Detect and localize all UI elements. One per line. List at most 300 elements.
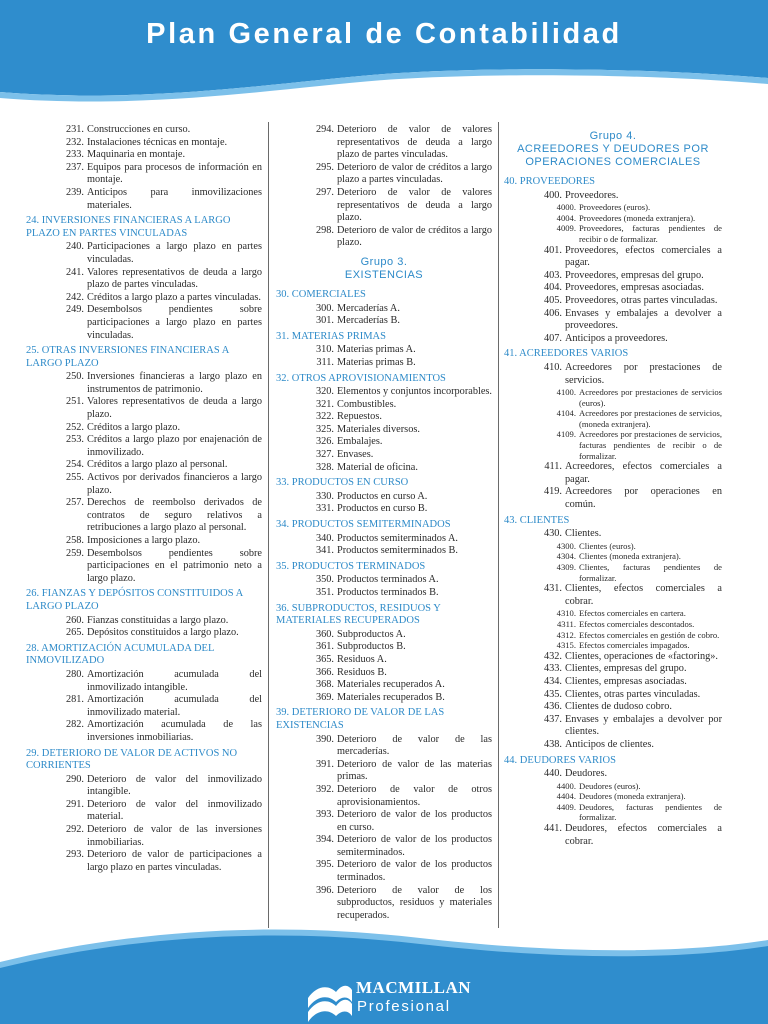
account-name: Acreedores por prestaciones de servicios. <box>565 361 722 386</box>
account-name: Productos semiterminados A. <box>337 532 458 544</box>
account-name: Materiales recuperados A. <box>337 679 445 691</box>
account-item <box>276 784 492 809</box>
account-code: 403. <box>543 269 562 281</box>
account-name: Acreedores por prestaciones de servicios, (moneda extranjera). <box>579 408 722 429</box>
account-name: Deudores. <box>565 768 608 780</box>
account-name: Materias primas A. <box>337 344 416 356</box>
account-code: 233. <box>65 149 84 161</box>
subgroup-heading: 34. PRODUCTOS SEMITERMINADOS <box>276 519 451 531</box>
account-name: Derechos de reembolso derivados de contratos de seguro relativos a retribuciones a largo plazo al personal. <box>87 497 262 534</box>
account-code: 360. <box>315 628 334 640</box>
column-3 <box>504 124 722 848</box>
account-code: 237. <box>65 161 84 173</box>
subaccount-item <box>504 608 722 619</box>
account-name: Instalaciones técnicas en montaje. <box>87 136 228 148</box>
account-item <box>504 486 722 511</box>
account-item <box>276 315 492 328</box>
account-name: Deterioro de valor de participaciones a largo plazo en partes vinculadas. <box>87 849 262 873</box>
subgroup-heading: 32. OTROS APROVISIONAMIENTOS <box>276 372 446 384</box>
account-code: 330. <box>315 490 334 502</box>
account-item <box>504 333 722 346</box>
account-name: Equipos para procesos de información en montaje. <box>87 161 262 186</box>
account-code: 395. <box>315 859 334 871</box>
account-code: 282. <box>65 719 84 731</box>
account-item <box>504 701 722 714</box>
subaccount-item <box>504 619 722 630</box>
account-item <box>504 308 722 333</box>
account-item <box>26 422 262 435</box>
account-code: 406. <box>543 307 562 319</box>
account-item <box>504 676 722 689</box>
account-code: 250. <box>65 371 84 383</box>
account-name: Clientes (moneda extranjera). <box>579 551 681 562</box>
account-name: Deterioro de valor de las materias primas. <box>337 758 492 783</box>
subaccount-item <box>504 791 722 802</box>
subgroup-heading: 36. SUBPRODUCTOS, RESIDUOS Y MATERIALES RECUPERADOS <box>276 602 441 627</box>
account-item <box>276 574 492 587</box>
account-name: Amortización acumulada del inmovilizado material. <box>87 694 262 718</box>
account-name: Efectos comerciales descontados. <box>579 618 695 629</box>
account-name: Deterioro de valor de créditos a largo plazo. <box>337 224 492 249</box>
account-item <box>26 472 262 497</box>
subaccount-item <box>504 541 722 552</box>
account-name: Acreedores por operaciones en común. <box>565 486 722 511</box>
account-name: Clientes, facturas pendientes de formalizar. <box>579 562 722 583</box>
subgroup-heading: 35. PRODUCTOS TERMINADOS <box>276 560 426 572</box>
account-item <box>276 303 492 316</box>
account-code: 368. <box>315 679 334 691</box>
account-code: 4311. <box>556 618 576 629</box>
account-name: Créditos a largo plazo por enajenación de inmovilizado. <box>87 434 262 458</box>
account-name: Proveedores (euros). <box>579 202 651 213</box>
account-item <box>26 799 262 824</box>
account-name: Proveedores, efectos comerciales a pagar. <box>565 244 722 269</box>
account-code: 4310. <box>556 608 576 619</box>
subgroup-heading: 40. PROVEEDORES <box>504 176 596 187</box>
account-code: 259. <box>65 547 84 559</box>
account-name: Elementos y conjuntos incorporables. <box>337 386 492 398</box>
account-item <box>26 371 262 396</box>
subaccount-item <box>504 551 722 562</box>
account-code: 293. <box>65 849 84 861</box>
account-code: 251. <box>65 396 84 408</box>
account-item <box>276 641 492 654</box>
account-name: Deterioro de valor de las inversiones inmobiliarias. <box>87 824 262 848</box>
account-name: Repuestos. <box>337 411 382 423</box>
header-wave-band <box>0 0 768 110</box>
account-name: Anticipos para inmovilizaciones materiales. <box>87 186 262 211</box>
account-item <box>276 503 492 516</box>
account-name: Subproductos A. <box>337 628 406 640</box>
group-heading-line: Grupo 3. <box>360 255 408 268</box>
account-item <box>276 692 492 705</box>
subaccount-item <box>504 408 722 429</box>
account-name: Clientes, empresas del grupo. <box>565 663 687 675</box>
account-code: 311. <box>316 356 334 368</box>
subgroup-heading: 26. FIANZAS Y DEPÓSITOS CONSTITUIDOS A LARGO PLAZO <box>26 588 243 612</box>
account-name: Imposiciones a largo plazo. <box>87 535 201 546</box>
account-name: Clientes. <box>565 528 602 540</box>
subgroup-heading: 44. DEUDORES VARIOS <box>504 754 616 766</box>
account-code: 297. <box>315 186 334 198</box>
account-code: 242. <box>65 291 84 303</box>
account-code: 327. <box>315 449 334 461</box>
account-code: 257. <box>65 497 84 509</box>
account-item <box>276 162 492 187</box>
account-name: Materiales diversos. <box>337 423 420 435</box>
account-name: Acreedores, efectos comerciales a pagar. <box>565 461 722 485</box>
account-code: 440. <box>543 768 562 780</box>
account-code: 280. <box>65 668 84 680</box>
account-item <box>276 424 492 437</box>
account-name: Valores representativos de deuda a largo plazo de partes vinculadas. <box>87 266 262 291</box>
account-code: 292. <box>65 824 84 836</box>
account-item <box>26 304 262 342</box>
account-item <box>504 461 722 486</box>
account-item <box>504 714 722 739</box>
account-code: 431. <box>543 583 562 595</box>
account-name: Deterioro de valor de valores representativos de deuda a largo plazo. <box>337 186 492 224</box>
account-name: Deterioro de valor de valores representativos de deuda a largo plazo de partes vinculadas. <box>337 124 492 161</box>
account-code: 4004. <box>556 212 576 223</box>
account-item <box>276 462 492 475</box>
account-name: Construcciones en curso. <box>87 124 191 135</box>
account-name: Deudores, facturas pendientes de formalizar. <box>579 801 722 823</box>
account-item <box>26 162 262 187</box>
account-item <box>26 124 262 137</box>
account-code: 404. <box>543 282 562 294</box>
account-code: 260. <box>65 614 84 626</box>
account-code: 4100. <box>556 387 576 398</box>
account-item <box>26 719 262 744</box>
account-item <box>504 270 722 283</box>
account-name: Deterioro de valor de los productos semiterminados. <box>337 834 492 858</box>
account-name: Acreedores por prestaciones de servicios (euros). <box>579 387 722 408</box>
account-name: Efectos comerciales impagados. <box>579 640 690 651</box>
account-code: 4009. <box>556 223 576 234</box>
subaccount-item <box>504 630 722 641</box>
account-item <box>26 434 262 459</box>
account-item <box>26 615 262 628</box>
account-item <box>26 627 262 640</box>
account-code: 369. <box>315 691 334 703</box>
subgroup-heading: 25. OTRAS INVERSIONES FINANCIERAS A LARGO PLAZO <box>26 345 229 369</box>
account-code: 4104. <box>556 408 576 419</box>
account-code: 253. <box>65 434 84 446</box>
account-code: 419. <box>543 486 562 498</box>
account-item <box>26 267 262 292</box>
account-name: Depósitos constituidos a largo plazo. <box>87 627 239 639</box>
account-code: 290. <box>65 773 84 785</box>
account-name: Productos en curso A. <box>337 490 428 502</box>
subaccount-item <box>504 781 722 792</box>
account-name: Combustibles. <box>337 398 397 410</box>
account-name: Participaciones a largo plazo en partes vinculadas. <box>87 241 262 265</box>
account-name: Mercaderías A. <box>337 302 400 314</box>
account-name: Acreedores por prestaciones de servicios, facturas pendientes de recibir o de formalizar. <box>579 429 722 461</box>
account-code: 281. <box>65 694 84 706</box>
account-item <box>276 834 492 859</box>
account-name: Clientes (euros). <box>579 540 636 551</box>
group-heading-line: OPERACIONES COMERCIALES <box>525 156 701 168</box>
account-item <box>276 399 492 412</box>
account-item <box>504 823 722 848</box>
account-name: Clientes, otras partes vinculadas. <box>565 688 701 700</box>
account-name: Deterioro de valor del inmovilizado intangible. <box>87 773 262 798</box>
account-name: Proveedores. <box>565 189 619 201</box>
account-code: 232. <box>65 136 84 148</box>
account-code: 320. <box>315 386 334 398</box>
page-title: Plan General de Contabilidad <box>146 18 622 50</box>
account-item <box>504 282 722 295</box>
account-code: 258. <box>65 535 84 546</box>
account-name: Residuos B. <box>337 666 387 678</box>
account-code: 328. <box>315 461 334 473</box>
account-name: Desembolsos pendientes sobre participaciones en el patrimonio neto a largo plazo. <box>87 547 262 584</box>
account-code: 331. <box>315 503 334 515</box>
account-name: Fianzas constituidas a largo plazo. <box>87 614 229 626</box>
account-name: Activos por derivados financieros a largo plazo. <box>87 472 262 496</box>
account-item <box>26 137 262 150</box>
account-code: 361. <box>315 641 334 653</box>
account-code: 435. <box>543 688 562 700</box>
account-code: 4300. <box>556 540 576 551</box>
account-item <box>26 774 262 799</box>
account-item <box>276 679 492 692</box>
subgroup-heading: 33. PRODUCTOS EN CURSO <box>276 477 409 489</box>
subaccount-item <box>504 387 722 408</box>
account-name: Material de oficina. <box>337 461 418 473</box>
account-code: 294. <box>315 124 334 135</box>
subgroup-heading: 43. CLIENTES <box>504 514 570 526</box>
account-name: Deterioro de valor de otros aprovisionamientos. <box>337 783 492 808</box>
account-code: 401. <box>543 244 562 256</box>
subaccount-item <box>504 802 722 823</box>
account-code: 4404. <box>556 791 576 802</box>
account-name: Valores representativos de deuda a largo plazo. <box>87 396 262 421</box>
subaccount-item <box>504 223 722 244</box>
subgroup-heading: 30. COMERCIALES <box>276 288 366 300</box>
account-name: Deudores (moneda extranjera). <box>579 791 686 802</box>
account-name: Créditos a largo plazo al personal. <box>87 459 228 471</box>
account-item <box>26 459 262 472</box>
account-item <box>26 824 262 849</box>
account-code: 430. <box>543 528 562 540</box>
account-item <box>276 386 492 399</box>
account-name: Créditos a largo plazo. <box>87 421 181 433</box>
account-name: Inversiones financieras a largo plazo en instrumentos de patrimonio. <box>87 371 262 395</box>
account-name: Embalajes. <box>337 436 383 448</box>
account-name: Desembolsos pendientes sobre participaciones a largo plazo en partes vinculadas. <box>87 304 262 341</box>
account-name: Productos en curso B. <box>337 503 428 515</box>
account-code: 341. <box>315 545 334 557</box>
account-item <box>26 497 262 535</box>
account-code: 300. <box>315 302 334 314</box>
subaccount-item <box>504 562 722 583</box>
account-item <box>276 436 492 449</box>
account-code: 410. <box>543 361 562 373</box>
group-heading-line: ACREEDORES Y DEUDORES POR <box>517 143 709 155</box>
account-code: 438. <box>543 738 562 750</box>
account-name: Clientes, operaciones de «factoring». <box>565 650 718 662</box>
group-heading <box>276 256 492 282</box>
account-code: 405. <box>543 294 562 306</box>
account-code: 396. <box>315 884 334 896</box>
account-item <box>26 694 262 719</box>
account-name: Materias primas B. <box>337 356 416 368</box>
account-name: Deterioro de valor de los subproductos, residuos y materiales recuperados. <box>337 884 492 921</box>
account-code: 231. <box>65 124 84 135</box>
account-code: 4312. <box>556 629 576 640</box>
account-code: 310. <box>315 344 334 356</box>
account-code: 291. <box>65 798 84 810</box>
account-name: Productos semiterminados B. <box>337 545 458 557</box>
account-item <box>276 654 492 667</box>
account-item <box>26 849 262 874</box>
account-code: 301. <box>315 315 334 327</box>
account-code: 350. <box>315 574 334 586</box>
account-name: Deterioro de valor de créditos a largo plazo a partes vinculadas. <box>337 161 492 186</box>
account-code: 434. <box>543 675 562 687</box>
group-heading-line: Grupo 4. <box>589 130 637 142</box>
account-name: Clientes, empresas asociadas. <box>565 675 687 687</box>
account-item <box>276 885 492 923</box>
account-item <box>26 548 262 586</box>
subgroup-heading: 28. AMORTIZACIÓN ACUMULADA DEL INMOVILIZADO <box>26 642 214 667</box>
account-name: Efectos comerciales en gestión de cobro. <box>579 629 720 640</box>
account-code: 249. <box>65 304 84 316</box>
account-code: 436. <box>543 701 562 713</box>
account-item <box>26 187 262 212</box>
account-code: 441. <box>543 823 562 835</box>
account-item <box>504 362 722 387</box>
account-item <box>504 663 722 676</box>
account-code: 437. <box>543 713 562 725</box>
account-name: Amortización acumulada de las inversiones inmobiliarias. <box>87 719 262 743</box>
account-code: 4315. <box>556 640 576 651</box>
account-item <box>26 535 262 548</box>
subaccount-item <box>504 202 722 213</box>
account-code: 4109. <box>556 429 576 440</box>
account-code: 298. <box>315 224 334 236</box>
account-name: Deterioro de valor del inmovilizado material. <box>87 798 262 823</box>
account-code: 411. <box>544 461 562 473</box>
account-item <box>504 528 722 541</box>
account-code: 365. <box>315 653 334 665</box>
account-code: 240. <box>65 241 84 253</box>
account-name: Deudores, efectos comerciales a cobrar. <box>565 823 722 847</box>
account-name: Proveedores (moneda extranjera). <box>579 212 696 223</box>
account-code: 4409. <box>556 801 576 812</box>
account-item <box>504 651 722 664</box>
account-code: 295. <box>315 161 334 173</box>
subgroup-heading: 29. DETERIORO DE VALOR DE ACTIVOS NO CORRIENTES <box>26 747 238 772</box>
account-name: Subproductos B. <box>337 641 406 653</box>
subaccount-item <box>504 213 722 224</box>
subaccount-item <box>504 429 722 461</box>
account-item <box>276 629 492 642</box>
account-code: 390. <box>315 733 334 745</box>
account-item <box>26 292 262 305</box>
account-item <box>276 449 492 462</box>
account-name: Envases y embalajes a devolver por clientes. <box>565 713 722 738</box>
group-heading-line: EXISTENCIAS <box>344 268 424 281</box>
account-name: Deudores (euros). <box>579 780 641 791</box>
account-code: 322. <box>315 411 334 423</box>
group-heading <box>504 130 722 169</box>
account-code: 4304. <box>556 551 576 562</box>
account-name: Proveedores, facturas pendientes de recibir o de formalizar. <box>579 223 722 244</box>
account-name: Residuos A. <box>337 653 387 665</box>
account-name: Clientes de dudoso cobro. <box>565 701 672 713</box>
account-code: 265. <box>65 627 84 639</box>
account-code: 391. <box>315 758 334 770</box>
account-item <box>276 759 492 784</box>
account-code: 400. <box>543 189 562 201</box>
column-divider <box>498 122 499 928</box>
account-item <box>504 768 722 781</box>
account-item <box>26 149 262 162</box>
account-item <box>276 533 492 546</box>
account-item <box>26 241 262 266</box>
account-name: Créditos a largo plazo a partes vinculadas. <box>87 291 261 303</box>
account-name: Anticipos a proveedores. <box>565 332 668 344</box>
account-item <box>276 357 492 370</box>
account-item <box>504 245 722 270</box>
account-name: Productos terminados B. <box>337 587 439 598</box>
account-name: Proveedores, empresas del grupo. <box>565 269 704 281</box>
account-code: 239. <box>65 186 84 198</box>
column-1 <box>26 124 262 874</box>
account-item <box>276 734 492 759</box>
account-name: Anticipos de clientes. <box>565 738 654 750</box>
account-name: Productos terminados A. <box>337 574 439 586</box>
account-item <box>276 587 492 600</box>
account-name: Envases y embalajes a devolver a proveedores. <box>565 307 722 332</box>
account-item <box>504 190 722 203</box>
account-item <box>504 583 722 608</box>
account-name: Envases. <box>337 449 374 461</box>
account-code: 366. <box>315 666 334 678</box>
account-code: 325. <box>315 423 334 435</box>
subgroup-heading: 24. INVERSIONES FINANCIERAS A LARGO PLAZO EN PARTES VINCULADAS <box>26 215 231 239</box>
account-item <box>276 545 492 558</box>
account-name: Deterioro de valor de las mercaderías. <box>337 733 492 758</box>
account-item <box>504 295 722 308</box>
account-code: 4000. <box>556 202 576 213</box>
account-code: 351. <box>315 587 334 598</box>
account-code: 392. <box>315 783 334 795</box>
account-code: 254. <box>65 459 84 471</box>
account-code: 433. <box>543 663 562 675</box>
subaccount-item <box>504 640 722 651</box>
account-item <box>276 187 492 225</box>
column-2 <box>276 124 492 922</box>
account-item <box>276 809 492 834</box>
account-item <box>26 669 262 694</box>
account-name: Amortización acumulada del inmovilizado intangible. <box>87 668 262 693</box>
account-item <box>276 491 492 504</box>
account-code: 4309. <box>556 562 576 572</box>
account-item <box>276 411 492 424</box>
account-item <box>26 396 262 421</box>
account-item <box>276 667 492 680</box>
account-name: Maquinaria en montaje. <box>87 149 186 161</box>
account-code: 321. <box>315 398 334 410</box>
brand-subname: Profesional <box>357 998 451 1015</box>
account-item <box>276 124 492 162</box>
account-code: 252. <box>65 421 84 433</box>
